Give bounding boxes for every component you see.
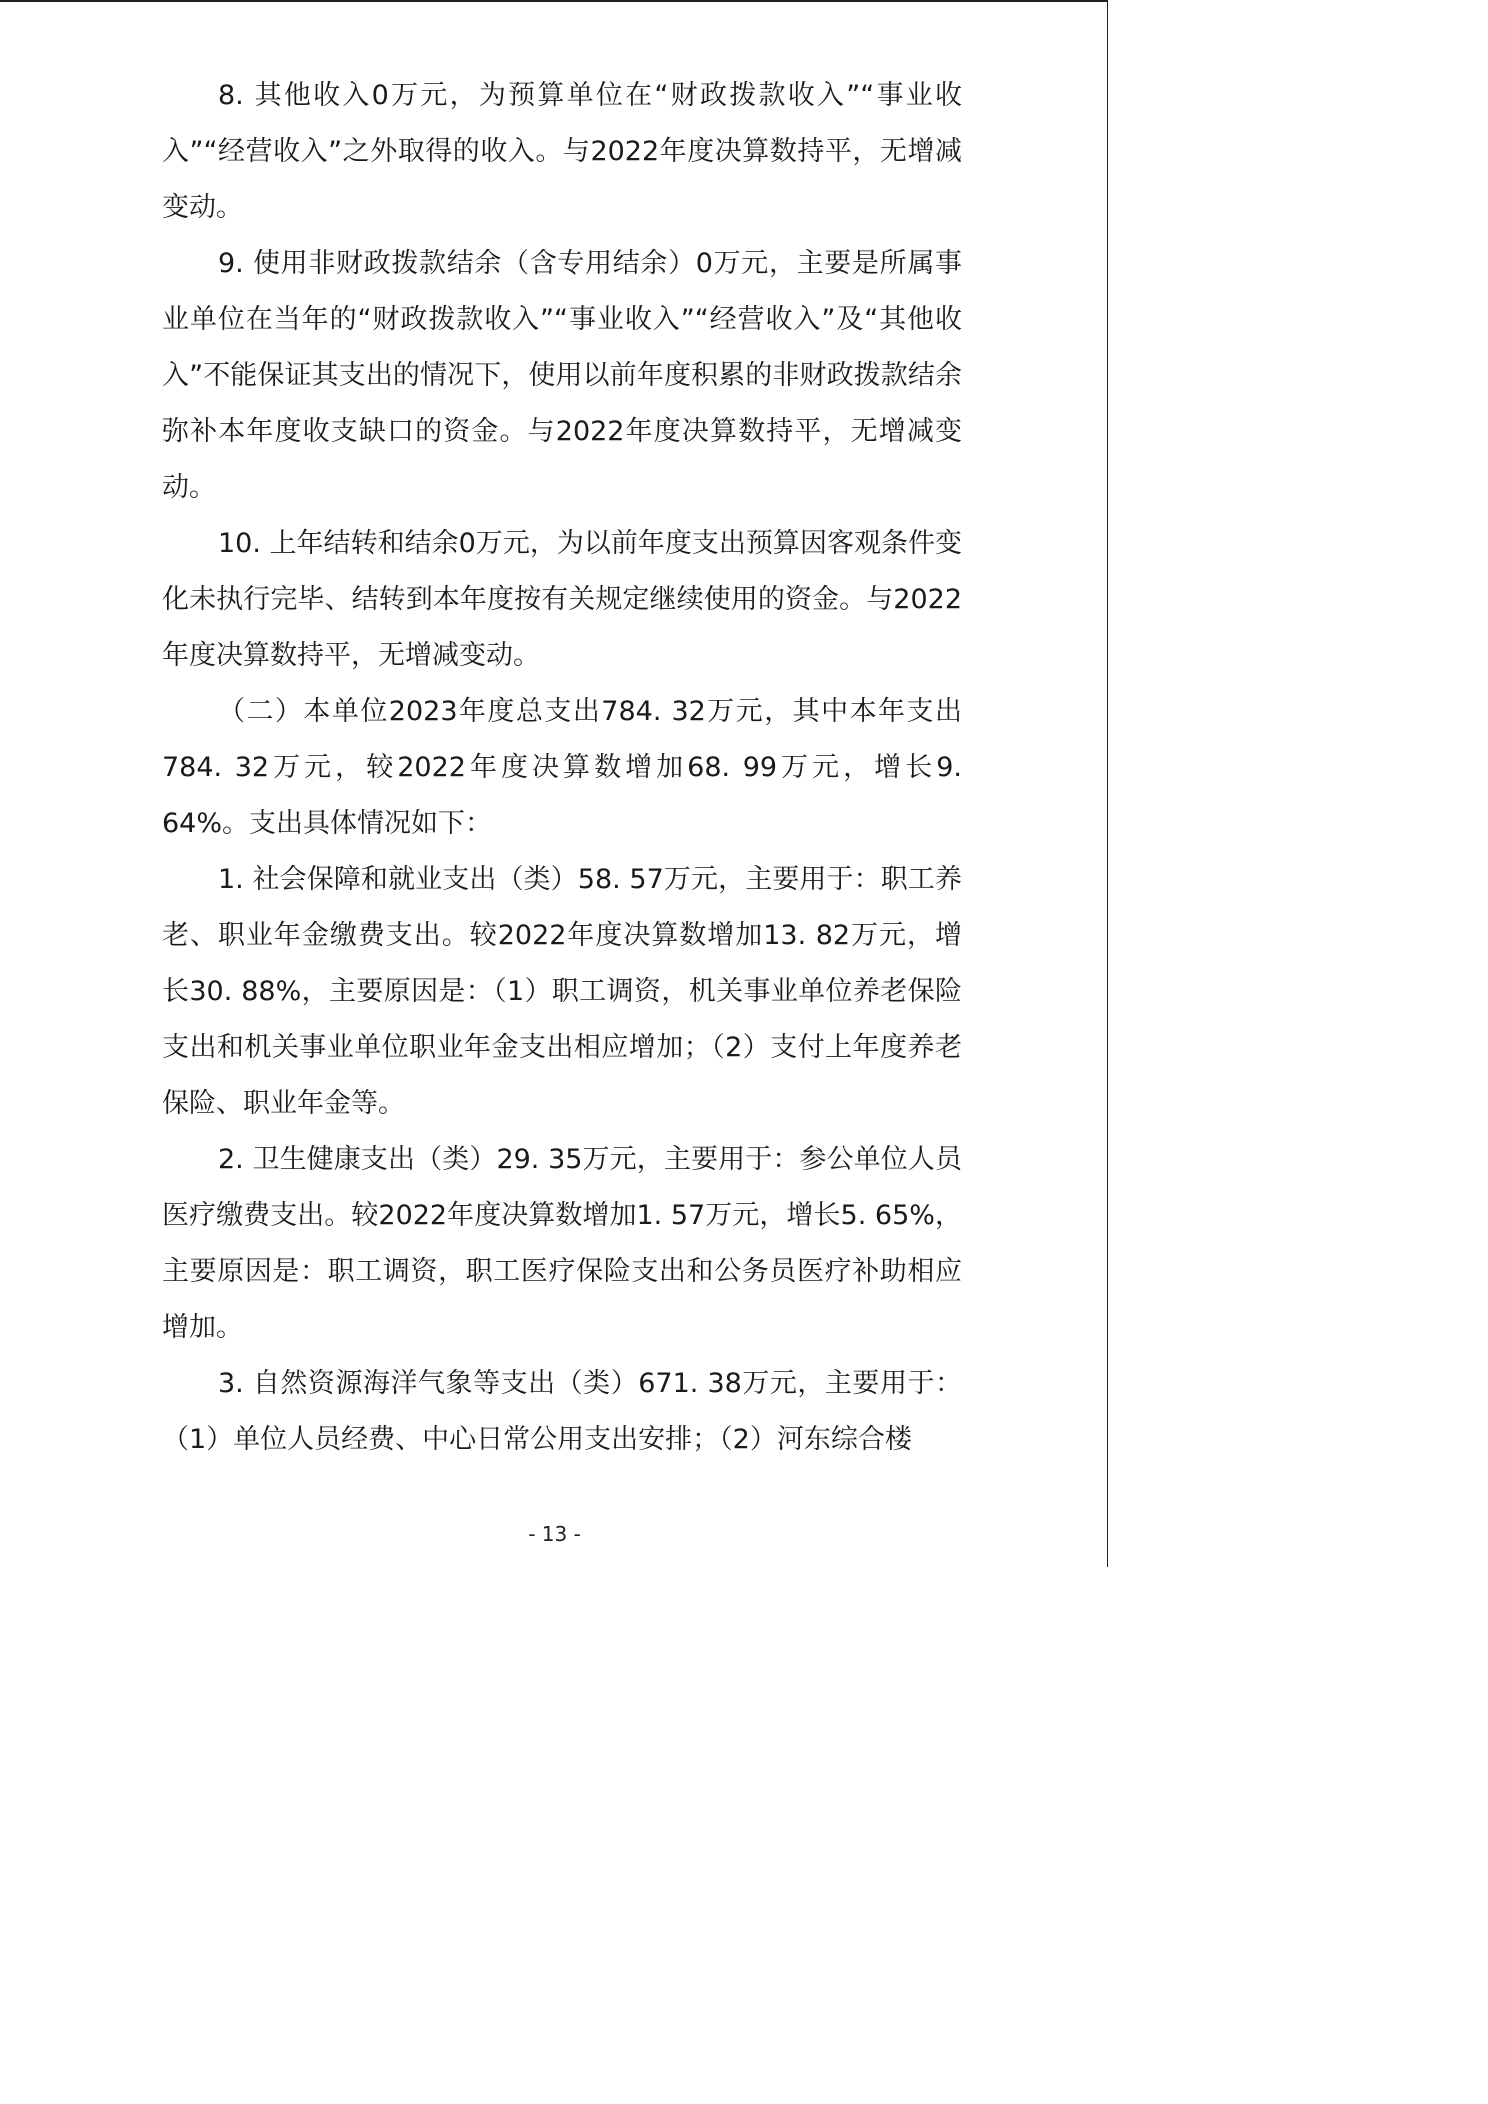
paragraph-non-fiscal-balance: 9. 使用非财政拨款结余（含专用结余）0万元，主要是所属事业单位在当年的“财政拨款收入”“事业收入”“经营收入”及“其他收入”不能保证其支出的情况下，使用以前年度积累的非财政拨款结余弥补本年度收支缺口的资金。与2022年度决算数持平，无增减变动。: [162, 248, 962, 503]
paragraph-total-expenditure: （二）本单位2023年度总支出784. 32万元，其中本年支出784. 32万元，较2022年度决算数增加68. 99万元，增长9. 64%。支出具体情况如下：: [162, 696, 962, 839]
paragraph-other-income: 8. 其他收入0万元，为预算单位在“财政拨款收入”“事业收入”“经营收入”之外取得的收入。与2022年度决算数持平，无增减变动。: [162, 80, 962, 223]
paragraph-prior-year-carryover: 10. 上年结转和结余0万元，为以前年度支出预算因客观条件变化未执行完毕、结转到本年度按有关规定继续使用的资金。与2022年度决算数持平，无增减变动。: [162, 528, 962, 671]
paragraph-social-security-expenditure: 1. 社会保障和就业支出（类）58. 57万元，主要用于：职工养老、职业年金缴费支出。较2022年度决算数增加13. 82万元，增长30. 88%，主要原因是：（1）职工调资，机关事业单位养老保险支出和机关事业单位职业年金支出相应增加；（2）支付上年度养老保险、职业年金等。: [162, 864, 962, 1119]
document-body: [162, 68, 962, 1468]
paragraph-health-expenditure: 2. 卫生健康支出（类）29. 35万元，主要用于：参公单位人员医疗缴费支出。较2022年度决算数增加1. 57万元，增长5. 65%，主要原因是：职工调资，职工医疗保险支出和公务员医疗补助相应增加。: [162, 1144, 962, 1343]
page-number: - 13 -: [528, 1522, 581, 1546]
paragraph-natural-resources-expenditure: 3. 自然资源海洋气象等支出（类）671. 38万元，主要用于：（1）单位人员经费、中心日常公用支出安排；（2）河东综合楼: [162, 1368, 962, 1455]
